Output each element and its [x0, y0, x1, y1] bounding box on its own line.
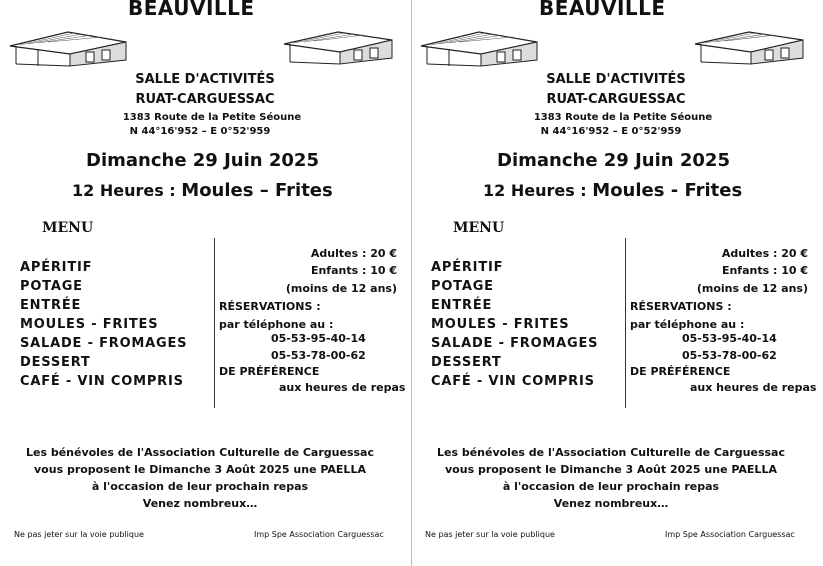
village-title: BEAUVILLE: [539, 0, 666, 20]
meal-time: 12 Heures :: [483, 181, 593, 200]
announcement: [0, 444, 400, 512]
menu-item: SALADE - FROMAGES: [20, 336, 188, 351]
coordinates: N 44°16'952 – E 0°52'959: [540, 126, 682, 137]
phone-1: 05-53-95-40-14: [682, 332, 777, 345]
footer-right: Imp Spe Association Carguessac: [254, 530, 384, 539]
menu-list: [20, 258, 187, 391]
announcement-line: Les bénévoles de l'Association Culturelle de Carguessac: [436, 446, 785, 459]
announcement-line: Venez nombreux…: [553, 497, 669, 510]
menu-item: CAFÉ - VIN COMPRIS: [20, 374, 184, 389]
phone-2: 05-53-78-00-62: [271, 349, 366, 362]
flyer-right: [411, 0, 817, 566]
menu-item: DESSERT: [431, 355, 502, 370]
event-date: Dimanche 29 Juin 2025: [497, 150, 730, 171]
preference-label: DE PRÉFÉRENCE: [630, 365, 731, 378]
reservations-phone-label: par téléphone au :: [630, 318, 745, 331]
flyer-left: [0, 0, 406, 566]
price-adults: Adultes : 20 €: [310, 247, 397, 260]
price-children-note: (moins de 12 ans): [285, 282, 397, 295]
house-drawing-right: [693, 24, 805, 66]
announcement-line: à l'occasion de leur prochain repas: [502, 480, 720, 493]
preference-note: aux heures de repas: [690, 381, 817, 394]
reservations-label: RÉSERVATIONS :: [630, 300, 732, 313]
menu-item: APÉRITIF: [431, 260, 504, 275]
menu-item: MOULES - FRITES: [20, 317, 159, 332]
venue-line-1: SALLE D'ACTIVITÉS: [135, 72, 275, 87]
announcement-line: à l'occasion de leur prochain repas: [91, 480, 309, 493]
phone-1: 05-53-95-40-14: [271, 332, 366, 345]
announcement-line: Venez nombreux…: [142, 497, 258, 510]
menu-item: POTAGE: [431, 279, 494, 294]
price-children: Enfants : 10 €: [310, 264, 397, 277]
address: 1383 Route de la Petite Séoune: [122, 112, 302, 123]
house-drawing-left: [419, 24, 539, 68]
price-adults: Adultes : 20 €: [721, 247, 808, 260]
menu-item: ENTRÉE: [431, 298, 493, 313]
venue-line-1: SALLE D'ACTIVITÉS: [546, 72, 686, 87]
menu-item: SALADE - FROMAGES: [431, 336, 599, 351]
menu-list: [431, 258, 598, 391]
announcement-line: vous proposent le Dimanche 3 Août 2025 une PAELLA: [445, 463, 777, 476]
meal-line: [72, 180, 333, 201]
footer-right: Imp Spe Association Carguessac: [665, 530, 795, 539]
announcement-line: Les bénévoles de l'Association Culturelle de Carguessac: [25, 446, 374, 459]
footer-left: Ne pas jeter sur la voie publique: [14, 530, 144, 539]
meal-line: [483, 180, 742, 201]
menu-item: APÉRITIF: [20, 260, 93, 275]
village-title: BEAUVILLE: [128, 0, 255, 20]
reservations-phone-label: par téléphone au :: [219, 318, 334, 331]
house-drawing-right: [282, 24, 394, 66]
preference-label: DE PRÉFÉRENCE: [219, 365, 320, 378]
address: 1383 Route de la Petite Séoune: [533, 112, 713, 123]
price-children-note: (moins de 12 ans): [696, 282, 808, 295]
footer-left: Ne pas jeter sur la voie publique: [425, 530, 555, 539]
meal-name: Moules – Frites: [181, 180, 333, 201]
phone-2: 05-53-78-00-62: [682, 349, 777, 362]
menu-item: ENTRÉE: [20, 298, 82, 313]
reservations-label: RÉSERVATIONS :: [219, 300, 321, 313]
announcement: [411, 444, 811, 512]
menu-item: MOULES - FRITES: [431, 317, 570, 332]
announcement-line: vous proposent le Dimanche 3 Août 2025 une PAELLA: [34, 463, 366, 476]
venue-line-2: RUAT-CARGUESSAC: [546, 92, 686, 107]
venue-line-2: RUAT-CARGUESSAC: [135, 92, 275, 107]
column-divider: [214, 238, 215, 408]
house-drawing-left: [8, 24, 128, 68]
meal-name: Moules - Frites: [592, 180, 743, 201]
price-children: Enfants : 10 €: [721, 264, 808, 277]
menu-item: CAFÉ - VIN COMPRIS: [431, 374, 595, 389]
menu-title: MENU: [42, 220, 94, 236]
menu-item: DESSERT: [20, 355, 91, 370]
menu-item: POTAGE: [20, 279, 83, 294]
event-date: Dimanche 29 Juin 2025: [86, 150, 319, 171]
coordinates: N 44°16'952 – E 0°52'959: [129, 126, 271, 137]
menu-title: MENU: [453, 220, 505, 236]
meal-time: 12 Heures :: [72, 181, 182, 200]
column-divider: [625, 238, 626, 408]
preference-note: aux heures de repas: [279, 381, 406, 394]
